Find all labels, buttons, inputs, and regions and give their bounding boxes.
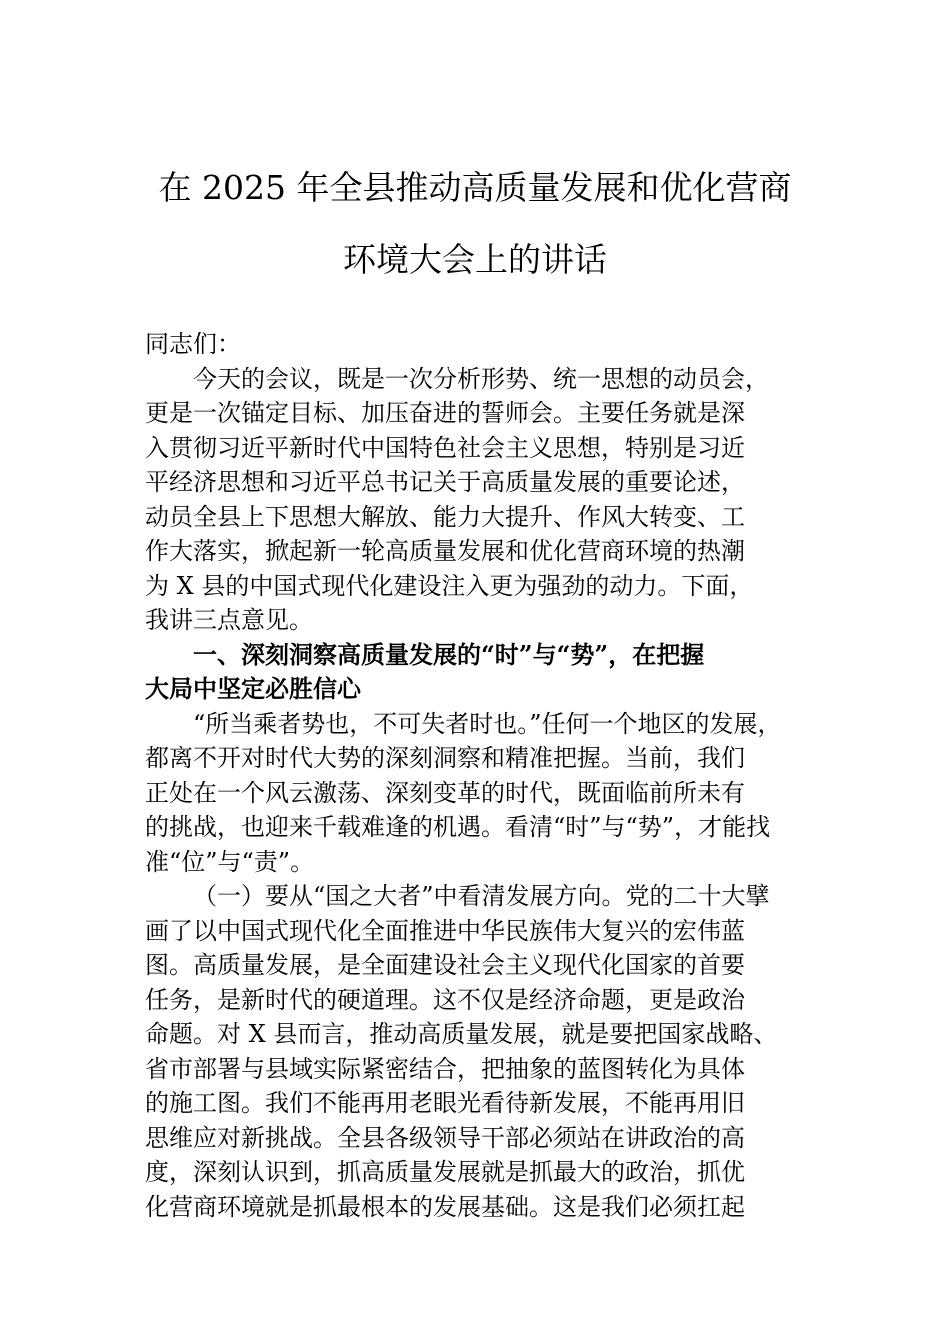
body-text-line: 的施工图。我们不能再用老眼光看待新发展，不能再用旧: [145, 1089, 745, 1117]
document-title-line-1: 在 2025 年全县推动高质量发展和优化营商: [158, 168, 792, 207]
body-text-line: 化营商环境就是抓最根本的发展基础。这是我们必须扛起: [145, 1192, 745, 1221]
body-text-line: 任务，是新时代的硬道理。这不仅是经济命题，更是政治: [145, 985, 745, 1014]
document-body: [145, 327, 835, 1224]
body-text-line: 作大落实，掀起新一轮高质量发展和优化营商环境的热潮: [145, 537, 745, 565]
body-text-line: 思维应对新挑战。全县各级领导干部必须站在讲政治的高: [145, 1123, 745, 1152]
body-text-line: 正处在一个风云激荡、深刻变革的时代，既面临前所未有: [145, 778, 745, 807]
body-text-line: 命题。对 X 县而言，推动高质量发展，就是要把国家战略、: [145, 1020, 778, 1048]
section-heading-line: 一、深刻洞察高质量发展的“时”与“势”，在把握: [193, 639, 705, 669]
document-title-line-2: 环境大会上的讲话: [343, 240, 607, 279]
body-text-line: 动员全县上下思想大解放、能力大提升、作风大转变、工: [145, 502, 745, 531]
body-text-line: 的挑战，也迎来千载难逢的机遇。看清“时”与“势”，才能找: [145, 813, 771, 841]
body-text-line: （一）要从“国之大者”中看清发展方向。党的二十大擘: [193, 882, 770, 910]
body-text-line: 我讲三点意见。: [145, 606, 313, 634]
body-text-line: 今天的会议，既是一次分析形势、统一思想的动员会，: [193, 364, 769, 393]
body-text-line: 省市部署与县域实际紧密结合，把抽象的蓝图转化为具体: [145, 1054, 745, 1083]
body-text-line: 入贯彻习近平新时代中国特色社会主义思想，特别是习近: [145, 433, 745, 462]
body-text-line: 平经济思想和习近平总书记关于高质量发展的重要论述，: [145, 468, 745, 496]
body-text-line: “所当乘者势也，不可失者时也。”任何一个地区的发展，: [193, 709, 782, 738]
body-text-line: 同志们：: [145, 330, 241, 358]
body-text-line: 度，深刻认识到，抓高质量发展就是抓最大的政治，抓优: [145, 1158, 745, 1186]
body-text-line: 都离不开对时代大势的深刻洞察和精准把握。当前，我们: [145, 744, 745, 772]
body-text-line: 准“位”与“责”。: [145, 847, 315, 876]
body-text-line: 图。高质量发展，是全面建设社会主义现代化国家的首要: [145, 951, 745, 979]
body-text-line: 更是一次锚定目标、加压奋进的誓师会。主要任务就是深: [145, 399, 745, 427]
section-heading-line: 大局中坚定必胜信心: [145, 674, 361, 703]
body-text-line: 画了以中国式现代化全面推进中华民族伟大复兴的宏伟蓝: [145, 916, 745, 945]
body-text-line: 为 X 县的中国式现代化建设注入更为强劲的动力。下面，: [145, 571, 754, 600]
